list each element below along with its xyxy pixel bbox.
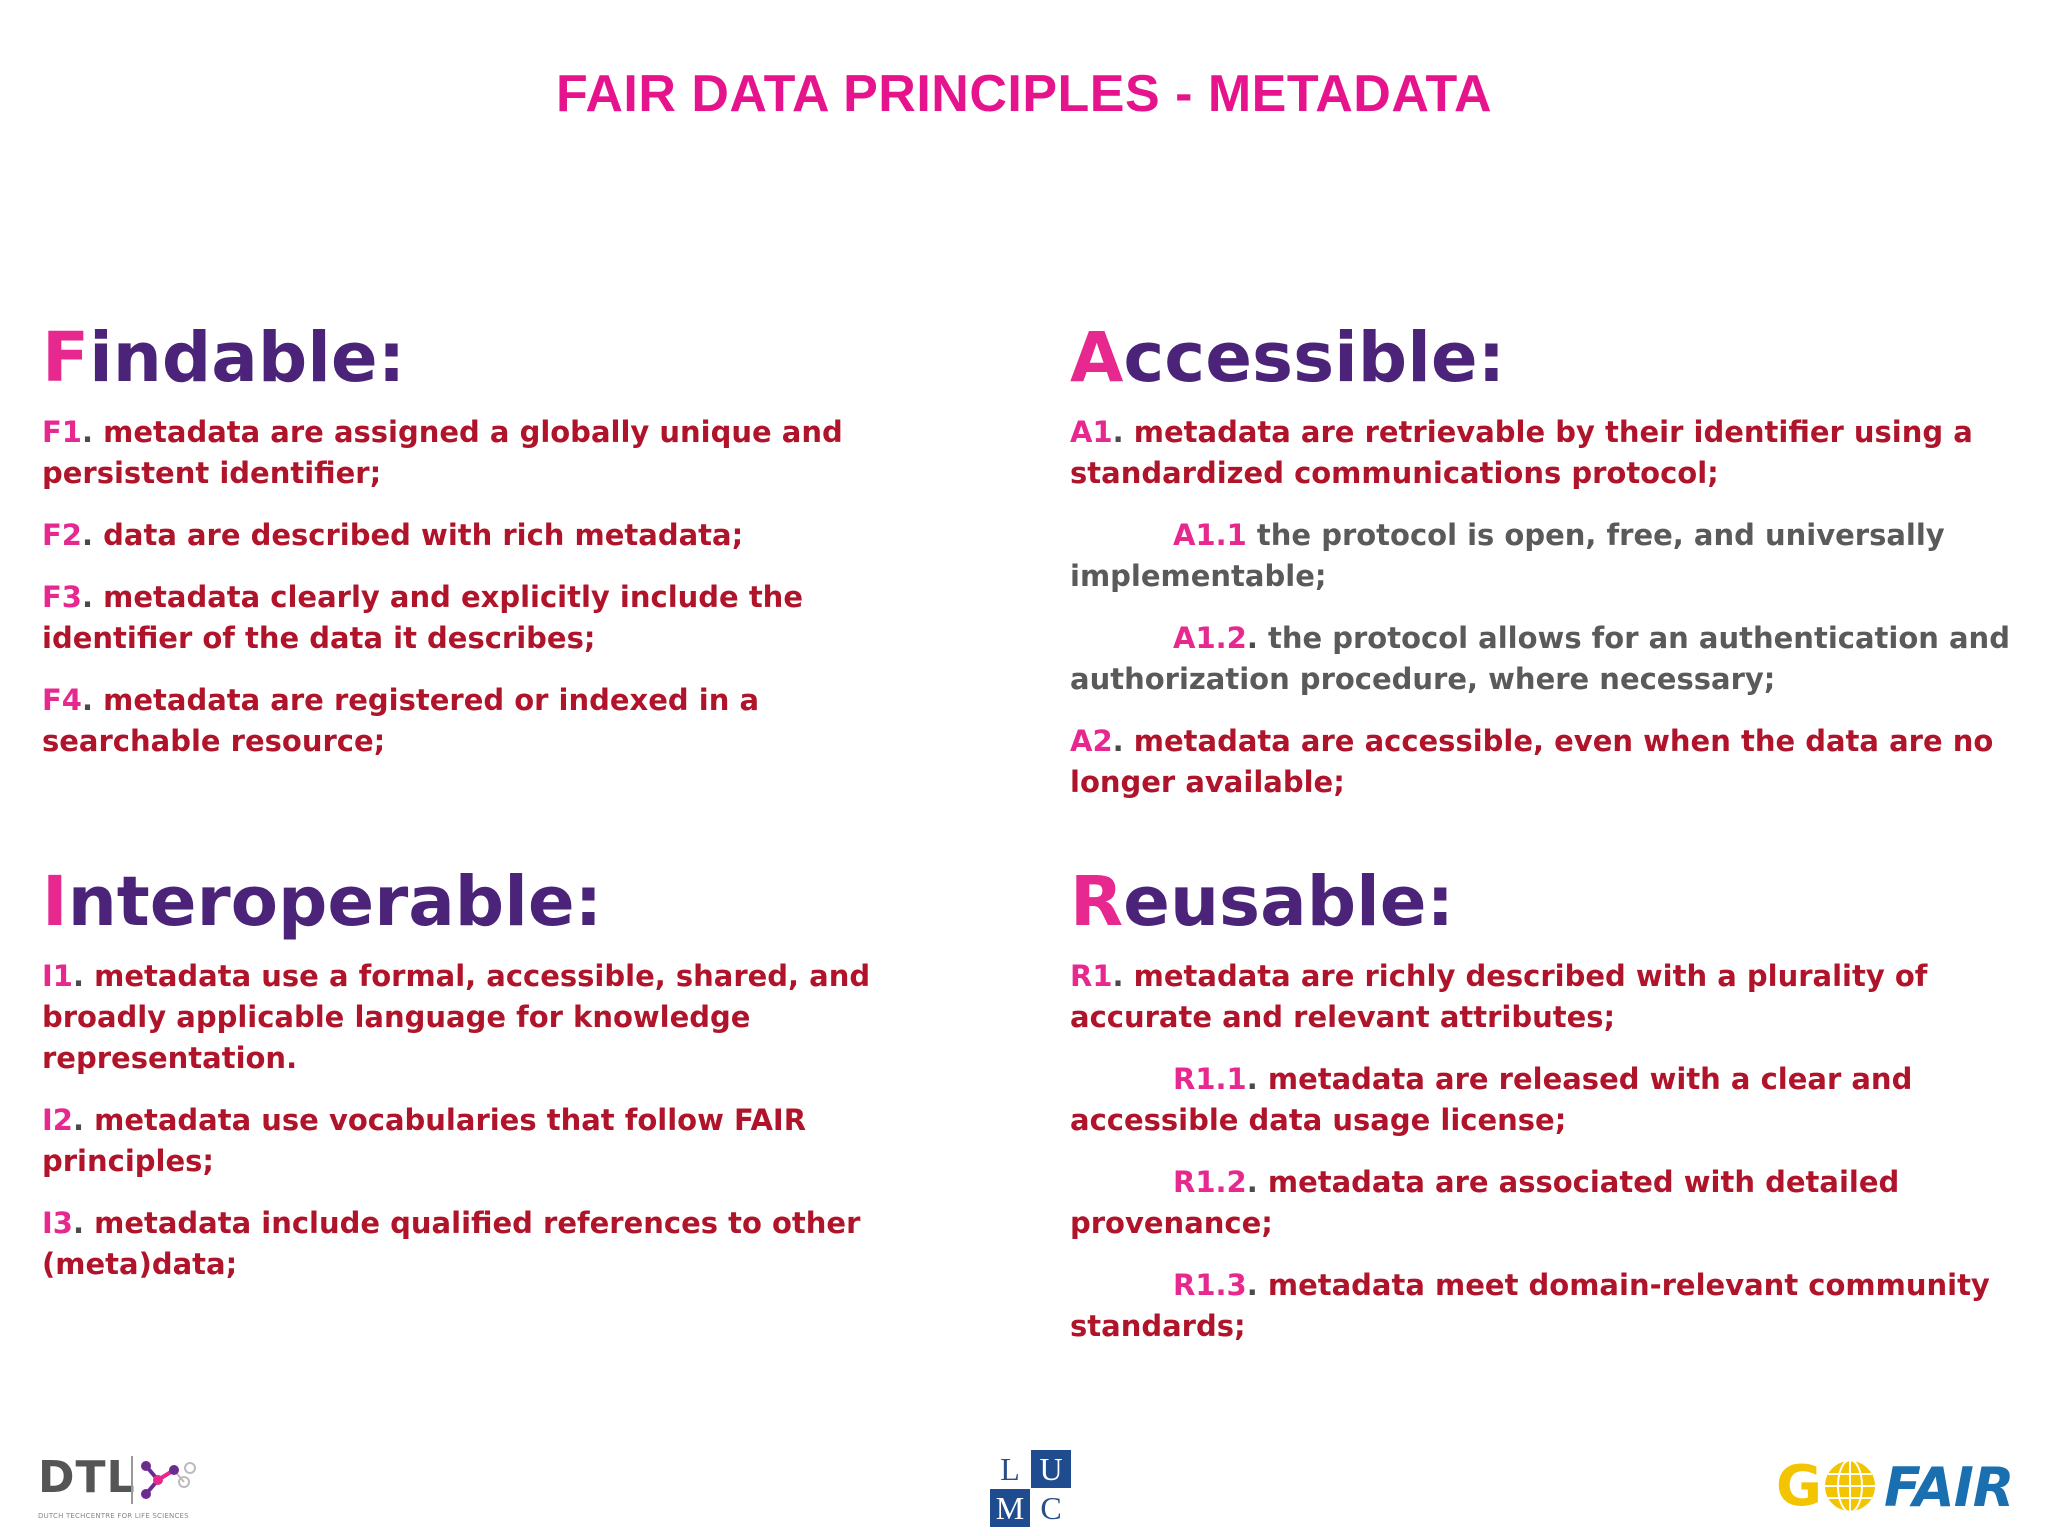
lumc-letter-u: U [1031, 1450, 1071, 1488]
gofair-logo-fair: FAIR [1884, 1456, 2014, 1519]
lumc-letter-l: L [990, 1450, 1030, 1488]
accessible-section [1070, 318, 2010, 824]
dtl-logo-tagline: DUTCH TECHCENTRE FOR LIFE SCIENCES [38, 1512, 189, 1520]
lumc-letter-m: M [990, 1489, 1030, 1527]
principle-i3: I3. metadata include qualified references to other (meta)data; [42, 1206, 861, 1281]
dtl-logo [38, 1452, 208, 1522]
findable-section [42, 318, 902, 783]
lumc-logo [990, 1450, 1072, 1528]
interoperable-heading: Interoperable: [42, 862, 603, 942]
principle-a1-1: A1.1 the protocol is open, free, and universally implementable; [1070, 518, 1945, 593]
principle-r1-3: R1.3. metadata meet domain-relevant community standards; [1070, 1268, 1990, 1343]
findable-heading: Findable: [42, 318, 406, 398]
principle-r1-1: R1.1. metadata are released with a clear and accessible data usage license; [1070, 1062, 1913, 1137]
principle-i1: I1. metadata use a formal, accessible, shared, and broadly applicable language for knowledge representation. [42, 959, 871, 1075]
principle-f4: F4. metadata are registered or indexed in a searchable resource; [42, 683, 760, 758]
page-title: FAIR DATA PRINCIPLES - METADATA [555, 65, 1493, 123]
dtl-logo-text: DTL [38, 1452, 136, 1503]
principle-f3: F3. metadata clearly and explicitly include the identifier of the data it describes; [42, 580, 803, 655]
globe-icon [1820, 1456, 1880, 1516]
principle-r1-2: R1.2. metadata are associated with detailed provenance; [1070, 1165, 1900, 1240]
gofair-logo-g: G [1776, 1454, 1822, 1519]
accessible-heading: Accessible: [1070, 318, 1506, 398]
principle-i2: I2. metadata use vocabularies that follow FAIR principles; [42, 1103, 807, 1178]
dtl-molecule-icon [126, 1452, 198, 1508]
principle-a2: A2. metadata are accessible, even when the data are no longer available; [1070, 724, 1994, 799]
principle-f2: F2. data are described with rich metadata; [42, 518, 744, 552]
gofair-logo [1776, 1452, 2026, 1522]
principle-f1: F1. metadata are assigned a globally unique and persistent identifier; [42, 415, 843, 490]
principle-a1: A1. metadata are retrievable by their identifier using a standardized communications protocol; [1070, 415, 1973, 490]
interoperable-section [42, 862, 902, 1306]
reusable-section [1070, 862, 2020, 1368]
reusable-heading: Reusable: [1070, 862, 1455, 942]
principle-r1: R1. metadata are richly described with a plurality of accurate and relevant attributes; [1070, 959, 1928, 1034]
principle-a1-2: A1.2. the protocol allows for an authentication and authorization procedure, where necessary; [1070, 621, 2010, 696]
lumc-letter-c: C [1031, 1489, 1071, 1527]
